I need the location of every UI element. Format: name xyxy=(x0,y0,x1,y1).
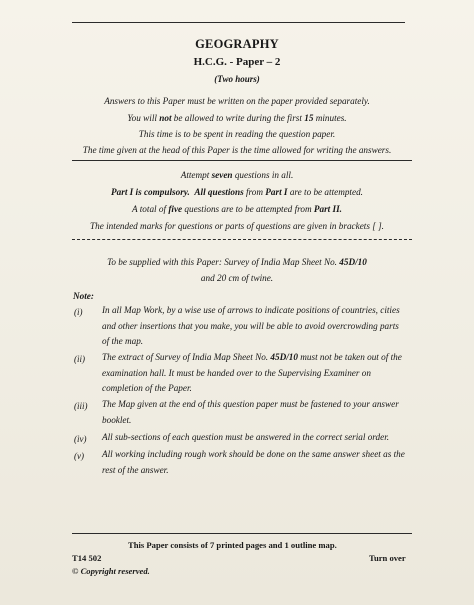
attempt-line-4: The intended marks for questions or parts of questions are given in brackets [ ]. xyxy=(90,221,384,231)
footer-rule xyxy=(72,533,412,534)
note-num-i: (i) xyxy=(74,307,83,317)
note-num-iii: (iii) xyxy=(74,401,88,411)
attempt-line-2: Part I is compulsory. All questions from Part I are to be attempted. xyxy=(111,187,363,197)
instruction-line-3: This time is to be spent in reading the question paper. xyxy=(138,129,336,139)
separator-1 xyxy=(72,160,412,161)
instruction-line-1: Answers to this Paper must be written on the paper provided separately. xyxy=(104,96,370,106)
note-text-v: All working including rough work should be done on the same answer sheet as the rest of the answer. xyxy=(102,449,405,475)
instruction-line-4: The time given at the head of this Paper is the time allowed for writing the answers. xyxy=(82,145,392,155)
note-text-ii: The extract of Survey of India Map Sheet No. 45D/10 must not be taken out of the examination hall. It must be handed over to the Supervising Examiner on completion of the Paper. xyxy=(102,352,402,393)
turn-over: Turn over xyxy=(369,553,406,563)
paper-code: T14 502 xyxy=(72,553,102,563)
note-num-iv: (iv) xyxy=(74,434,87,444)
note-num-ii: (ii) xyxy=(74,354,85,364)
top-rule xyxy=(72,22,405,23)
duration: (Two hours) xyxy=(214,74,260,84)
separator-2 xyxy=(72,239,412,240)
copyright: © Copyright reserved. xyxy=(72,566,150,576)
note-num-v: (v) xyxy=(74,451,84,461)
supplied-line-2: and 20 cm of twine. xyxy=(200,273,274,283)
attempt-line-3: A total of five questions are to be attempted from Part II. xyxy=(132,204,342,214)
supplied-line-1: To be supplied with this Paper: Survey of India Map Sheet No. 45D/10 xyxy=(107,257,367,267)
note-heading: Note: xyxy=(73,291,94,301)
attempt-line-1: Attempt seven questions in all. xyxy=(180,170,294,180)
note-text-iii: The Map given at the end of this question paper must be fastened to your answer booklet. xyxy=(102,399,399,425)
instruction-line-2: You will not be allowed to write during the first 15 minutes. xyxy=(127,113,347,123)
subject-title: GEOGRAPHY xyxy=(195,37,279,51)
note-text-i: In all Map Work, by a wise use of arrows to indicate positions of countries, cities and other insertions that you make, you will be able to avoid overcrowding parts of the map. xyxy=(102,305,400,346)
pages-note: This Paper consists of 7 printed pages and 1 outline map. xyxy=(128,540,337,550)
paper-title: H.C.G. - Paper – 2 xyxy=(193,56,281,68)
note-text-iv: All sub-sections of each question must be answered in the correct serial order. xyxy=(102,432,390,442)
